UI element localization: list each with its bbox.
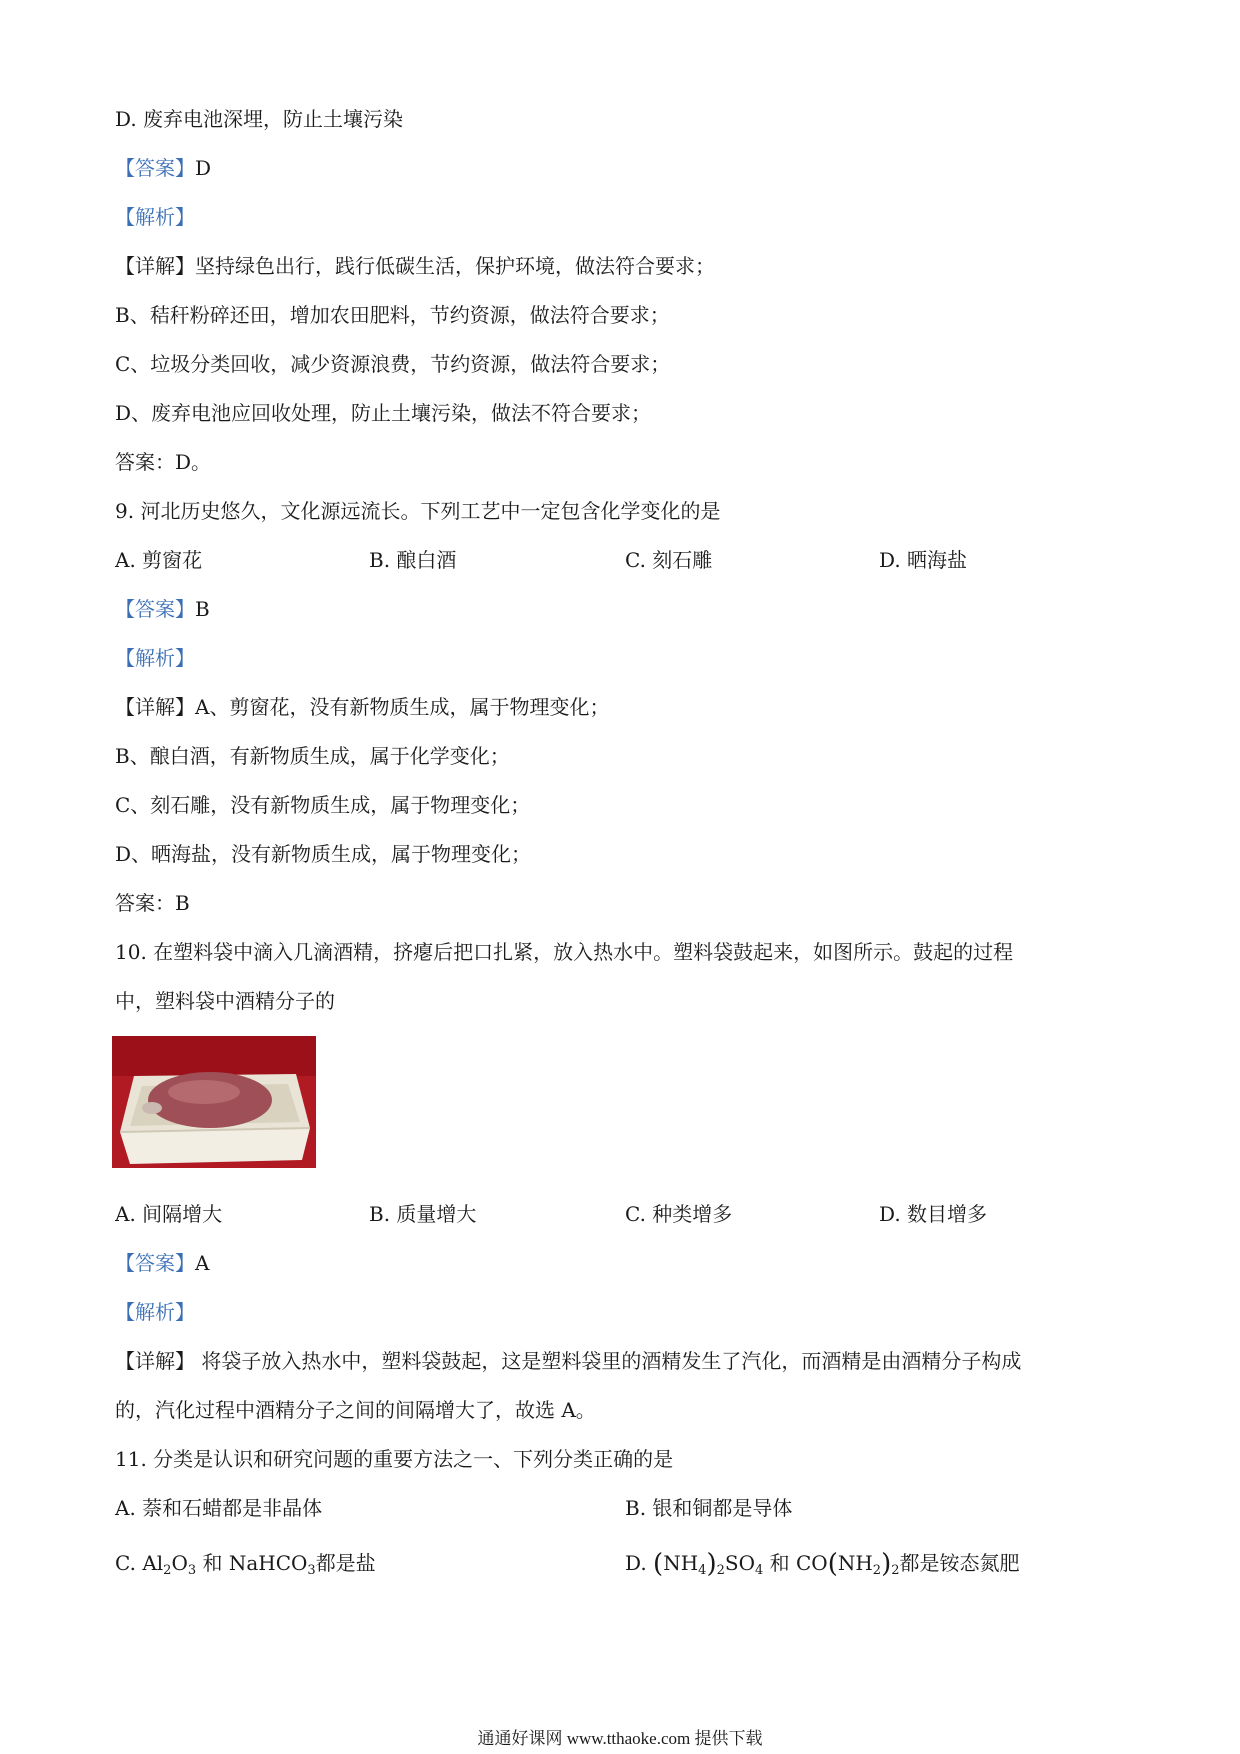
option-label: C. [115,1551,143,1575]
q9-detail-2: B、酿白酒，有新物质生成，属于化学变化； [115,744,510,768]
q9-option-c: C. 刻石雕 [625,548,713,572]
q11-option-c [115,1548,376,1578]
answer-value: B [195,597,210,621]
q11-option-b: B. 银和铜都是导体 [625,1496,793,1520]
option-suffix: 都是盐 [315,1551,376,1575]
q10-option-c: C. 种类增多 [625,1202,733,1226]
q8-option-d: D. 废弃电池深埋，防止土壤污染 [115,107,404,131]
q9-detail-3: C、刻石雕，没有新物质生成，属于物理变化； [115,793,531,817]
footer-source: 通通好课网 www.tthaoke.com 提供下载 [477,1729,763,1748]
q10-stem-line-1: 10. 在塑料袋中滴入几滴酒精，挤瘪后把口扎紧，放入热水中。塑料袋鼓起来，如图所示。鼓起的过程 [115,940,1014,964]
q8-analysis-tag: 【解析】 [115,205,195,229]
q8-detail-2: B、秸秆粉碎还田，增加农田肥料，节约资源，做法符合要求； [115,303,670,327]
q9-option-a: A. 剪窗花 [115,548,203,572]
answer-value: A [195,1251,210,1275]
q9-answer [115,594,210,624]
q9-detail-4: D、晒海盐，没有新物质生成，属于物理变化； [115,842,532,866]
q9-final-answer: 答案：B [115,891,190,915]
q9-detail-1: 【详解】A、剪窗花，没有新物质生成，属于物理变化； [115,695,610,719]
option-suffix: 都是铵态氮肥 [899,1551,1020,1575]
q8-answer [115,153,211,183]
q10-option-d: D. 数目增多 [879,1202,988,1226]
q11-stem: 11. 分类是认识和研究问题的重要方法之一、下列分类正确的是 [115,1447,674,1471]
formula-ammonium-sulfate-urea: $(NH_4)_2SO_4$ 和 $CO(NH_2)_2$ [653,1549,900,1579]
q10-stem-line-2: 中，塑料袋中酒精分子的 [115,989,335,1013]
q8-final-answer: 答案：D。 [115,450,212,474]
inflated-bag-photo [112,1036,316,1168]
q10-detail-2: 的，汽化过程中酒精分子之间的间隔增大了，故选 A。 [115,1398,596,1422]
q10-analysis-tag: 【解析】 [115,1300,195,1324]
q10-answer [115,1248,209,1278]
answer-tag: 【答案】 [115,156,195,180]
answer-tag: 【答案】 [115,597,195,621]
q10-option-b: B. 质量增大 [369,1202,477,1226]
q10-detail-1: 【详解】 将袋子放入热水中，塑料袋鼓起，这是塑料袋里的酒精发生了汽化，而酒精是由酒精分子构成 [115,1349,1022,1373]
q11-option-d [625,1548,1020,1579]
q8-detail-1: 【详解】坚持绿色出行，践行低碳生活，保护环境，做法符合要求； [115,254,715,278]
formula-al2o3-nahco3: $Al_2O_3$ 和 NaHCO$_3$ [142,1551,316,1578]
q11-option-a: A. 萘和石蜡都是非晶体 [115,1496,323,1520]
answer-tag: 【答案】 [115,1251,195,1275]
q9-option-b: B. 酿白酒 [369,548,457,572]
q10-option-a: A. 间隔增大 [115,1202,223,1226]
q8-detail-4: D、废弃电池应回收处理，防止土壤污染，做法不符合要求； [115,401,652,425]
q8-detail-3: C、垃圾分类回收，减少资源浪费，节约资源，做法符合要求； [115,352,671,376]
q9-option-d: D. 晒海盐 [879,548,968,572]
q9-stem: 9. 河北历史悠久，文化源远流长。下列工艺中一定包含化学变化的是 [115,499,721,523]
option-label: D. [625,1551,654,1575]
answer-value: D [195,156,212,180]
bag-in-tray-illustration [112,1036,316,1168]
q9-analysis-tag: 【解析】 [115,646,195,670]
